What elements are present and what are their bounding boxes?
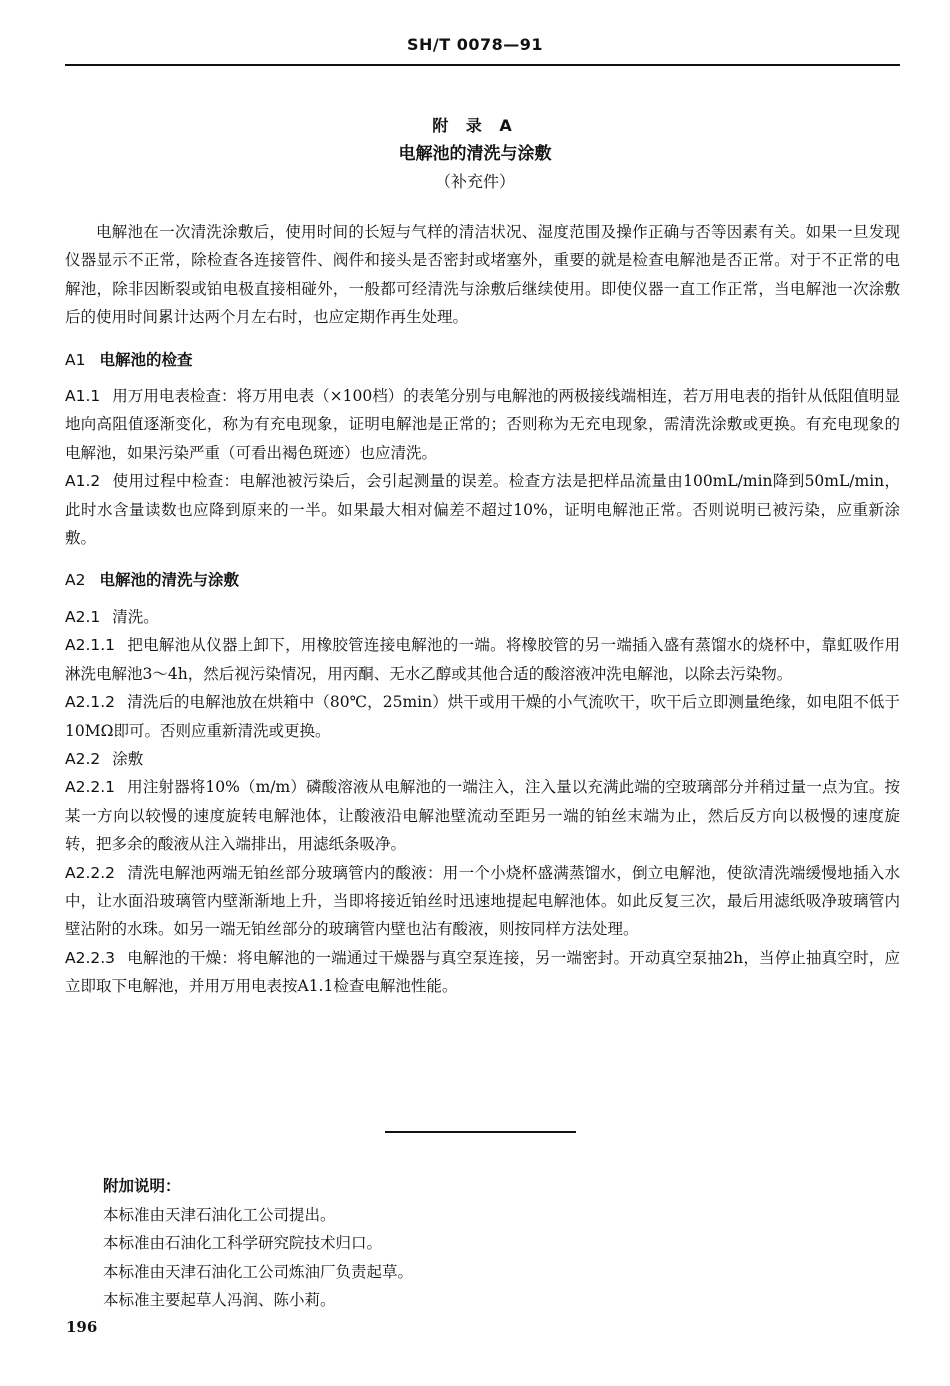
notes-line: 本标准由天津石油化工公司炼油厂负责起草。 (103, 1262, 414, 1281)
appendix-label: 附 录 A (432, 116, 518, 135)
appendix-title: 电解池的清洗与涂敷 (398, 144, 552, 164)
clause-text: 清洗电解池两端无铂丝部分玻璃管内的酸液：用一个小烧杯盛满蒸馏水，倒立电解池，使欲清洗端缓慢地插入水中，让水面沿玻璃管内壁渐渐地上升，当即将接近铂丝时迅速地提起电解池体。如此反复三次，最后用滤纸吸净玻璃管内壁沾附的水珠。如另一端无铂丝部分的玻璃管内壁也沾有酸液，则按同样方法处理。 (65, 863, 900, 939)
notes-line: 本标准由天津石油化工公司提出。 (103, 1205, 336, 1224)
clause-number: A2.1 (65, 607, 101, 626)
page-number: 196 (66, 1318, 98, 1336)
clause-text: 用万用电表检查：将万用电表（×100档）的表笔分别与电解池的两极接线端相连，若万用电表的指针从低阻值明显地向高阻值逐渐变化，称为有充电现象，证明电解池是正常的；否则称为无充电现象，需清洗涂敷或更换。有充电现象的电解池，如果污染严重（可看出褐色斑迹）也应清洗。 (65, 387, 900, 462)
notes-heading: 附加说明： (103, 1177, 181, 1195)
clause-number: A2.1.2 (65, 693, 116, 712)
additional-notes (103, 1172, 863, 1315)
clause-a2-2-3 (65, 944, 900, 1001)
section-a1-heading (65, 346, 900, 374)
clause-a2-2-2 (65, 859, 900, 944)
clause-text: 电解池的干燥：将电解池的一端通过干燥器与真空泵连接，另一端密封。开动真空泵抽2h，当停止抽真空时，应立即取下电解池，并用万用电表按A1.1检查电解池性能。 (65, 948, 900, 996)
clause-number: A2.2.1 (65, 778, 116, 797)
standard-code-header: SH/T 0078—91 (406, 35, 544, 54)
header-rule (65, 64, 900, 66)
notes-line: 本标准主要起草人冯润、陈小莉。 (103, 1291, 336, 1309)
clause-a2-2-1 (65, 773, 900, 858)
clause-a2-1 (65, 603, 900, 631)
clause-text: 涂敷 (112, 749, 144, 768)
clause-number: A2.1.1 (65, 636, 116, 655)
section-number: A2 (65, 571, 86, 590)
section-a2-heading (65, 566, 900, 594)
clause-a2-1-1 (65, 631, 900, 688)
appendix-title-block (0, 112, 950, 196)
intro-paragraph: 电解池在一次清洗涂敷后，使用时间的长短与气样的清洁状况、湿度范围及操作正确与否等因素有关。如果一旦发现仪器显示不正常，除检查各连接管件、阀件和接头是否密封或堵塞外，重要的就是检查电解池是否正常。对于不正常的电解池，除非因断裂或铂电极直接相碰外，一般都可经清洗与涂敷后继续使用。即使仪器一直工作正常，当电解池一次涂敷后的使用时间累计达两个月左右时，也应定期作再生处理。 (65, 223, 900, 327)
clause-number: A2.2.2 (65, 863, 116, 882)
clause-number: A1.1 (65, 387, 101, 406)
clause-number: A1.2 (65, 472, 101, 491)
document-body (65, 218, 900, 1001)
clause-number: A2.2 (65, 749, 101, 768)
notes-line: 本标准由石油化工科学研究院技术归口。 (103, 1234, 383, 1252)
clause-a2-1-2 (65, 688, 900, 745)
clause-text: 把电解池从仪器上卸下，用橡胶管连接电解池的一端。将橡胶管的另一端插入盛有蒸馏水的烧杯中，靠虹吸作用淋洗电解池3～4h，然后视污染情况，用丙酮、无水乙醇或其他合适的酸溶液冲洗电解池，以除去污染物。 (65, 636, 900, 683)
clause-a1-1 (65, 382, 900, 467)
clause-text: 清洗。 (112, 607, 159, 626)
appendix-subtitle: （补充件） (434, 172, 515, 191)
section-title: 电解池的清洗与涂敷 (99, 571, 239, 590)
clause-text: 用注射器将10%（m/m）磷酸溶液从电解池的一端注入，注入量以充满此端的空玻璃部分并稍过量一点为宜。按某一方向以较慢的速度旋转电解池体，让酸液沿电解池壁流动至距另一端的铂丝末端为止，然后反方向以极慢的速度旋转，把多余的酸液从注入端排出，用滤纸条吸净。 (65, 778, 900, 854)
section-number: A1 (65, 350, 86, 369)
section-title: 电解池的检查 (99, 350, 193, 369)
clause-text: 清洗后的电解池放在烘箱中（80℃，25min）烘干或用干燥的小气流吹干，吹干后立即测量绝缘，如电阻不低于10MΩ即可。否则应重新清洗或更换。 (65, 693, 900, 740)
clause-number: A2.2.3 (65, 948, 116, 967)
clause-a1-2 (65, 467, 900, 552)
clause-text: 使用过程中检查：电解池被污染后，会引起测量的误差。检查方法是把样品流量由100mL/min降到50mL/min，此时水含量读数也应降到原来的一半。如果最大相对偏差不超过10%，证明电解池正常。否则说明已被污染，应重新涂敷。 (65, 472, 900, 548)
clause-a2-2 (65, 745, 900, 773)
end-rule (385, 1131, 576, 1133)
